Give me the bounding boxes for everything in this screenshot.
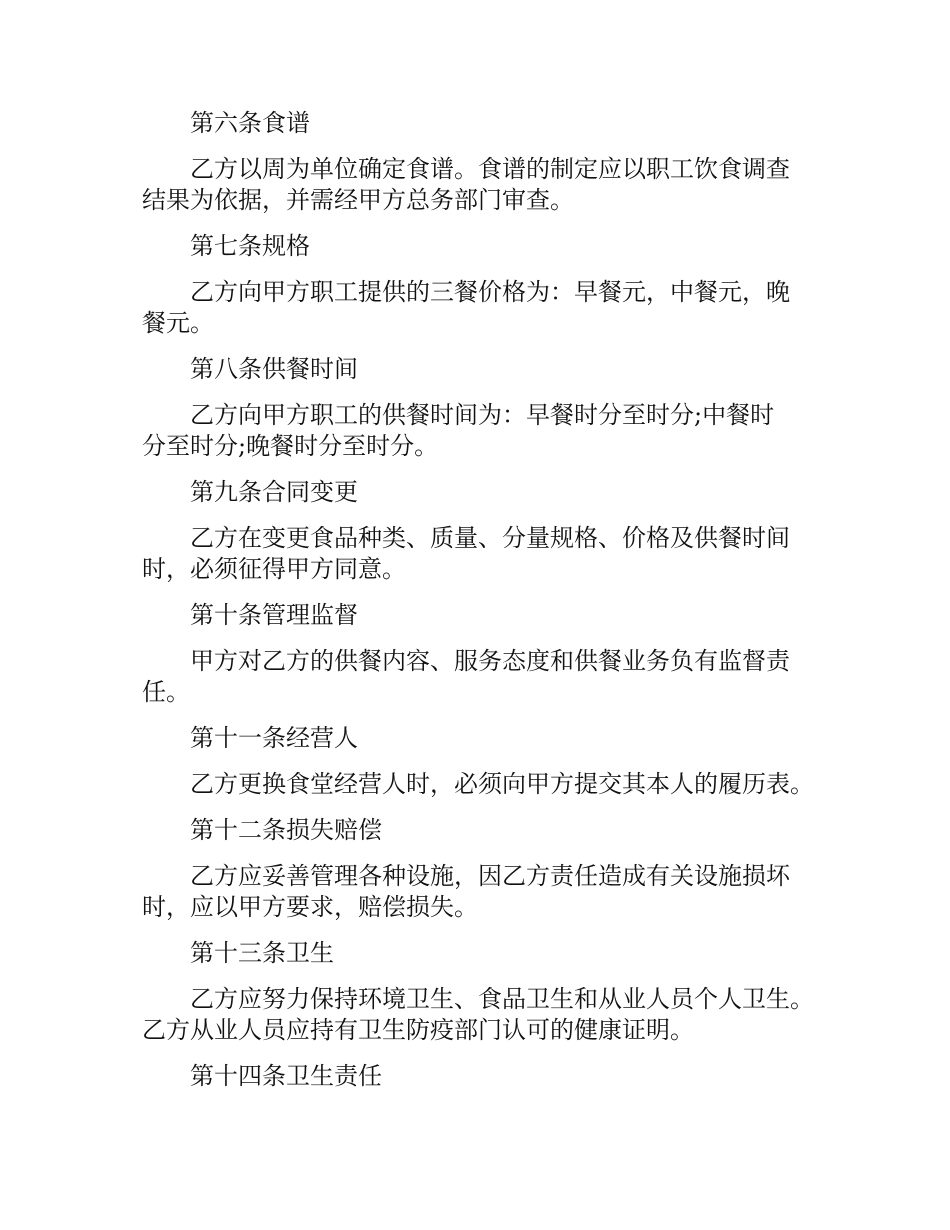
article-heading: 第六条食谱 <box>190 109 310 137</box>
article-heading: 第十四条卫生责任 <box>190 1062 382 1090</box>
article-heading: 第九条合同变更 <box>190 478 358 506</box>
article-heading: 第十二条损失赔偿 <box>190 816 382 844</box>
article-body: 乙方向甲方职工提供的三餐价格为：早餐元，中餐元，晚 餐元。 <box>142 278 790 337</box>
document-page <box>142 108 822 1107</box>
article-heading: 第十一条经营人 <box>190 724 358 752</box>
article-body: 乙方以周为单位确定食谱。食谱的制定应以职工饮食调查 结果为依据，并需经甲方总务部门审查。 <box>142 155 790 214</box>
article-body: 乙方在变更食品种类、质量、分量规格、价格及供餐时间 时，必须征得甲方同意。 <box>142 524 790 583</box>
article-body: 乙方应努力保持环境卫生、食品卫生和从业人员个人卫生。 乙方从业人员应持有卫生防疫部门认可的健康证明。 <box>142 985 814 1044</box>
article-heading: 第十三条卫生 <box>190 939 334 967</box>
article-body: 甲方对乙方的供餐内容、服务态度和供餐业务负有监督责 任。 <box>142 647 790 706</box>
article-body: 乙方应妥善管理各种设施，因乙方责任造成有关设施损坏 时，应以甲方要求，赔偿损失。 <box>142 862 790 921</box>
article-body: 乙方更换食堂经营人时，必须向甲方提交其本人的履历表。 <box>190 770 814 798</box>
article-heading: 第八条供餐时间 <box>190 355 358 383</box>
article-heading: 第七条规格 <box>190 232 310 260</box>
article-body: 乙方向甲方职工的供餐时间为：早餐时分至时分;中餐时 分至时分;晚餐时分至时分。 <box>142 401 775 460</box>
article-heading: 第十条管理监督 <box>190 601 358 629</box>
